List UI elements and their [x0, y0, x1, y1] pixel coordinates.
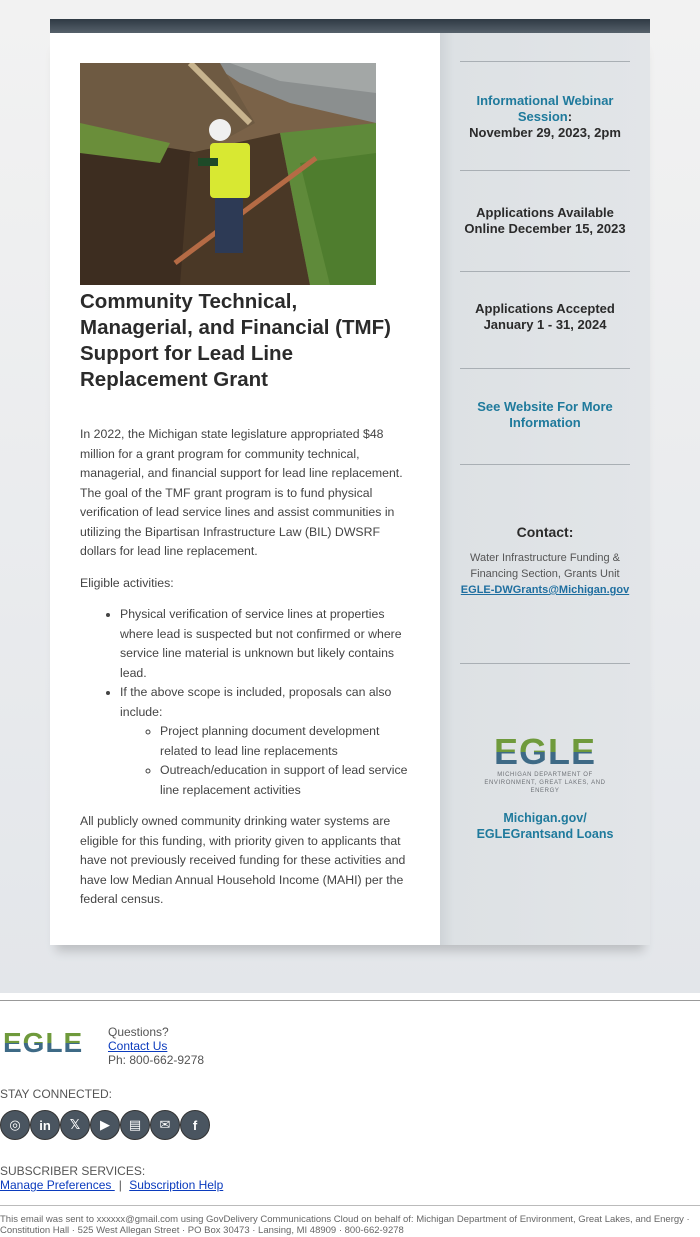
- footer-divider: [0, 1000, 700, 1001]
- main-column: [50, 33, 440, 945]
- divider: [460, 170, 630, 171]
- egle-logo-block: [452, 733, 638, 795]
- divider: [460, 61, 630, 62]
- available-block: [462, 205, 628, 237]
- eligible-list: [80, 605, 412, 800]
- egle-logo-subtitle: MICHIGAN DEPARTMENT OF ENVIRONMENT, GREAT LAKES, AND ENERGY: [484, 772, 606, 794]
- sub-list-item: ◦ Project planning document development related to lead line replacements: [160, 722, 412, 761]
- applications-available: Applications Available Online December 15, 2023: [464, 205, 626, 236]
- accepted-block: [470, 301, 620, 333]
- page-title: Community Technical, Managerial, and Financial (TMF) Support for Lead Line Replacement Grant: [80, 290, 391, 391]
- webinar-colon: :: [567, 109, 573, 124]
- divider: [460, 663, 630, 664]
- social-links: [0, 1110, 210, 1142]
- linkedin-icon[interactable]: in: [30, 1110, 60, 1140]
- stay-connected-label: STAY CONNECTED:: [0, 1087, 113, 1101]
- contact-us-link[interactable]: Contact Us: [108, 1039, 168, 1053]
- link-separator: |: [118, 1178, 122, 1192]
- sub-list: [120, 722, 412, 800]
- see-website-link[interactable]: See Website For More Information: [477, 399, 613, 430]
- applications-accepted: Applications Accepted January 1 - 31, 2024: [475, 301, 615, 332]
- email-icon[interactable]: ✉: [150, 1110, 180, 1140]
- footer-phone: Ph: 800-662-9278: [108, 1053, 205, 1067]
- x-twitter-icon[interactable]: 𝕏: [60, 1110, 90, 1140]
- contact-email-link[interactable]: EGLE-DWGrants@Michigan.gov: [460, 584, 630, 596]
- facebook-icon[interactable]: f: [180, 1110, 210, 1140]
- list-item-text: If the above scope is included, proposals can also include:: [120, 685, 392, 719]
- closing-paragraph: All publicly owned community drinking water systems are eligible for this funding, with priority given to applicants that have not previously received funding for these activities and have low Median Annual Household Income (MAHI) per the federal census.: [80, 814, 406, 906]
- sub-list-item: ◦ Outreach/education in support of lead service line replacement activities: [160, 761, 412, 800]
- website-block: [470, 399, 620, 431]
- article-body: [80, 425, 412, 922]
- contact-label: Contact:: [516, 524, 574, 540]
- footer-egle-logo: EGLE: [3, 1027, 84, 1058]
- header-bar: [50, 19, 650, 33]
- divider: [460, 271, 630, 272]
- sidebar: [440, 33, 650, 945]
- eligible-label: Eligible activities:: [80, 575, 174, 590]
- legal-divider: [0, 1205, 700, 1206]
- contact-block: [452, 524, 638, 598]
- contact-unit: Water Infrastructure Funding & Financing Section, Grants Unit: [470, 552, 620, 580]
- worker-trench-photo: [80, 63, 376, 285]
- site-link-line-1[interactable]: Michigan.gov/: [503, 811, 587, 825]
- questions-label: Questions?: [108, 1025, 169, 1039]
- manage-preferences-link[interactable]: Manage Preferences: [0, 1178, 115, 1192]
- egle-logo: EGLE: [452, 733, 638, 771]
- webinar-date: November 29, 2023, 2pm: [469, 125, 621, 140]
- divider: [460, 464, 630, 465]
- newsletter-card: [50, 33, 650, 945]
- divider: [460, 368, 630, 369]
- newsletter-icon[interactable]: ▤: [120, 1110, 150, 1140]
- subscription-help-link[interactable]: Subscription Help: [129, 1178, 224, 1192]
- webinar-link[interactable]: Informational Webinar Session: [476, 93, 614, 124]
- legal-text: This email was sent to xxxxxx@gmail.com using GovDelivery Communications Cloud on behalf of: Michigan Department of Environment, Great Lakes, and Energy · Constitution Hall · 525 West Allegan Street · PO Box 30473 · Lansing, MI 48909 · 800-662-9278: [0, 1214, 690, 1236]
- intro-paragraph: In 2022, the Michigan state legislature appropriated $48 million for a grant program for community technical, managerial, and financial support for lead line replacement. The goal of the TMF grant program is to fund physical verification of lead service lines and assist communities in utilizing the Bipartisan Infrastructure Law (BIL) DWSRF dollars for lead line replacement.: [80, 427, 403, 558]
- instagram-icon[interactable]: ◎: [0, 1110, 30, 1140]
- youtube-icon[interactable]: ▶: [90, 1110, 120, 1140]
- subscriber-services-label: SUBSCRIBER SERVICES:: [0, 1164, 146, 1178]
- site-link-line-2[interactable]: EGLEGrantsand Loans: [476, 827, 614, 841]
- site-link-block[interactable]: [452, 810, 638, 842]
- webinar-block: [452, 93, 638, 141]
- list-item: • Physical verification of service lines at properties where lead is suspected but not confirmed or where service line material is unknown but likely contains lead.: [120, 605, 412, 683]
- list-item: [120, 683, 412, 800]
